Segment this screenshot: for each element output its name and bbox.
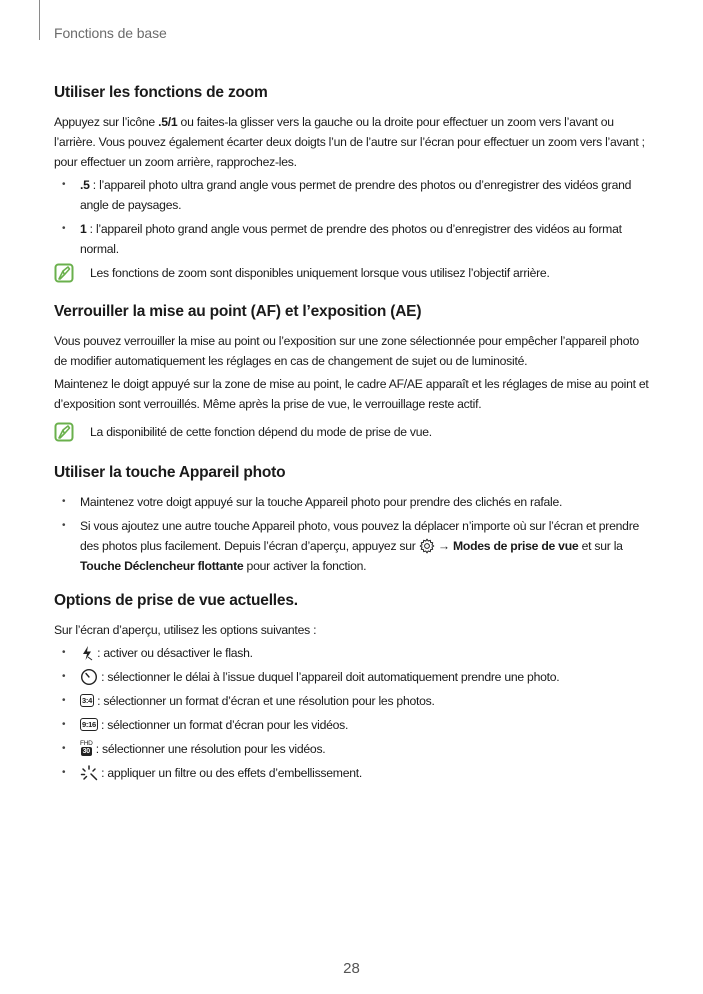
- bullet: •: [62, 496, 66, 507]
- text: : l’appareil photo grand angle vous permet de prendre des photos ou d’enregistrer des vidéos au format normal.: [80, 222, 622, 256]
- bullet: •: [62, 719, 66, 730]
- bullet: •: [62, 179, 66, 190]
- list-item: [54, 175, 654, 215]
- arrow: →: [434, 539, 453, 553]
- text: : sélectionner un format d’écran pour les vidéos.: [97, 718, 349, 732]
- page-number: 28: [343, 960, 360, 977]
- bullet: •: [62, 223, 66, 234]
- ratio-9-16-icon: 9:16: [82, 720, 96, 730]
- bullet-list: [54, 175, 654, 259]
- section-af-ae-lock: [54, 301, 654, 442]
- list-item: [54, 492, 654, 512]
- note-icon: [54, 263, 74, 283]
- zoom-label: 1: [80, 222, 87, 236]
- paragraph: Vous pouvez verrouiller la mise au point ou l’exposition sur une zone sélectionnée pour empêcher l’appareil photo de modifier automatiquement les réglages en cas de changement de sujet ou de luminosité.: [54, 334, 639, 368]
- text: : sélectionner un format d’écran et une résolution pour les photos.: [93, 694, 435, 708]
- bullet: •: [62, 743, 66, 754]
- section-camera-button: [54, 462, 654, 576]
- paragraph: Maintenez le doigt appuyé sur la zone de mise au point, le cadre AF/AE apparaît et les réglages de mise au point et d’exposition sont verrouillés. Même après la prise de vue, le verrouillage reste actif.: [54, 377, 649, 411]
- zoom-label: .5/1: [158, 115, 178, 129]
- running-header: Fonctions de base: [54, 25, 167, 41]
- bullet: •: [62, 695, 66, 706]
- section-title: Verrouiller la mise au point (AF) et l’exposition (AE): [54, 303, 422, 320]
- flash-icon: [80, 645, 94, 661]
- timer-icon: [80, 668, 98, 686]
- menu-path: Modes de prise de vue: [452, 539, 579, 553]
- section-title: Utiliser la touche Appareil photo: [54, 464, 286, 481]
- bullet: •: [62, 671, 66, 682]
- list-item: [54, 516, 654, 576]
- bullet: •: [62, 647, 66, 658]
- section-title: Utiliser les fonctions de zoom: [54, 84, 268, 101]
- fhd-label: FHD: [80, 739, 93, 747]
- list-item: [54, 715, 654, 735]
- note: [54, 263, 654, 283]
- list-item: [54, 667, 654, 687]
- list-item: [54, 691, 654, 711]
- zoom-label: .5: [80, 178, 90, 192]
- margin-rule: [39, 0, 40, 40]
- text: Appuyez sur l’icône: [54, 115, 159, 129]
- text: : activer ou désactiver le flash.: [94, 646, 253, 660]
- text: : appliquer un filtre ou des effets d’embellissement.: [98, 766, 363, 780]
- section-zoom: [54, 82, 654, 283]
- resolution-fhd-icon: [80, 740, 93, 756]
- text: Maintenez votre doigt appuyé sur la touche Appareil photo pour prendre des clichés en rafale.: [80, 495, 563, 509]
- bullet: •: [62, 520, 66, 531]
- list-item: [54, 739, 654, 759]
- text: pour activer la fonction.: [243, 559, 367, 573]
- text: : sélectionner une résolution pour les vidéos.: [92, 742, 326, 756]
- text: : l’appareil photo ultra grand angle vous permet de prendre des photos ou d’enregistrer des vidéos grand angle de paysages.: [80, 178, 632, 212]
- list-item: [54, 763, 654, 783]
- text: Si vous ajoutez une autre touche Appareil photo, vous pouvez la déplacer n’importe où sur l’écran et prendre des photos plus facilement. Depuis l’écran d’aperçu, appuyez sur: [80, 519, 640, 553]
- menu-path: Touche Déclencheur flottante: [80, 559, 244, 573]
- page-content: [54, 82, 654, 787]
- bullet-list: [54, 492, 654, 576]
- filter-effects-icon: [80, 765, 98, 781]
- list-item: [54, 219, 654, 259]
- list-item: [54, 643, 654, 663]
- note-text: La disponibilité de cette fonction dépend du mode de prise de vue.: [90, 425, 432, 439]
- text: ou faites-la glisser vers la gauche ou la droite pour effectuer un zoom vers l’avant ou l’arrière. Vous pouvez également écarter deux doigts l’un de l’autre sur l’écran pour effectuer un zoom vers l’avant ; pour effectuer un zoom arrière, rapprochez-les.: [54, 115, 645, 169]
- note: [54, 422, 654, 442]
- paragraph: [54, 112, 654, 172]
- options-list: [54, 643, 654, 783]
- settings-gear-icon: [419, 538, 435, 554]
- section-title: Options de prise de vue actuelles.: [54, 592, 298, 609]
- note-text: Les fonctions de zoom sont disponibles uniquement lorsque vous utilisez l’objectif arrière.: [90, 266, 550, 280]
- note-icon: [54, 422, 74, 442]
- section-shooting-options: [54, 590, 654, 783]
- ratio-3-4-icon: 3:4: [82, 696, 92, 706]
- text: : sélectionner le délai à l’issue duquel l’appareil doit automatiquement prendre une photo.: [98, 670, 560, 684]
- paragraph: Sur l’écran d’aperçu, utilisez les options suivantes :: [54, 623, 317, 637]
- bullet: •: [62, 767, 66, 778]
- fps-label: 30: [82, 747, 90, 755]
- text: et sur la: [578, 539, 623, 553]
